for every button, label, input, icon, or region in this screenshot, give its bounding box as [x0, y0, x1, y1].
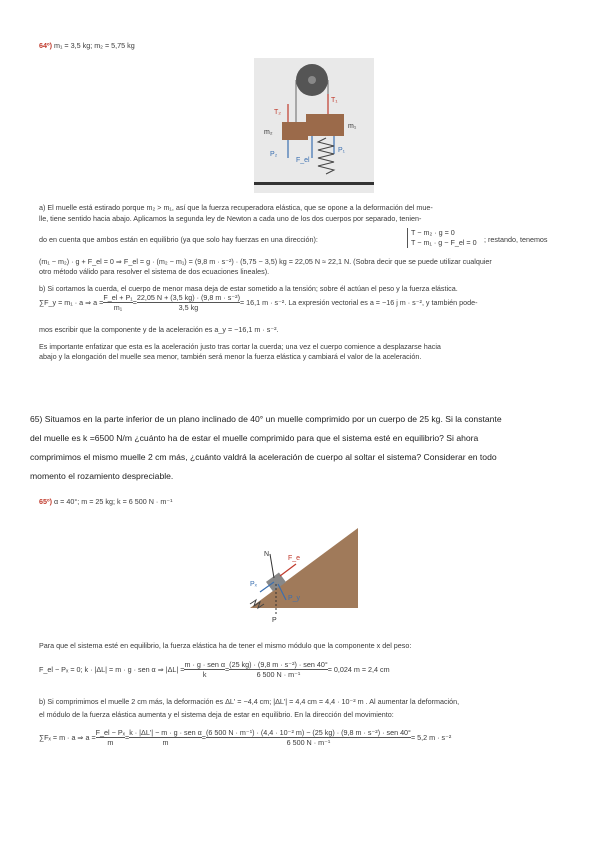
p64-system-eq2: T − m₁ · g − F_el = 0 [411, 238, 477, 247]
p65-eq-b-frac3-den: 6 500 N · m⁻¹ [206, 737, 411, 747]
p65-eq-b-frac1-num: F_el − Pₓ [95, 728, 125, 737]
p64-b-eq-lhs: ∑F_y = m₁ · a ⇒ a = [39, 298, 104, 307]
p64-b-frac1 [103, 293, 132, 312]
problem65-data: α = 40°; m = 25 kg; k = 6 500 N · m⁻¹ [54, 497, 173, 506]
p65-line-b2: el módulo de la fuerza elástica aumenta y el sistema deja de estar en equilibrio. En la dirección del movimiento: [39, 710, 394, 719]
p64-system-eq1: T − m₂ · g = 0 [411, 228, 455, 237]
p64-b-frac2-den: 3,5 kg [137, 302, 240, 312]
arrow-N [270, 554, 274, 578]
p64-system [407, 228, 477, 248]
label-N: N [264, 551, 270, 558]
p65-line-a: Para que el sistema esté en equilibrio, la fuerza elástica ha de tener el mismo módulo que la componente x del peso: [39, 641, 412, 650]
p64-b-frac1-den: m₁ [103, 302, 132, 312]
p65-eq-b-end: = 5,2 m · s⁻² [410, 733, 452, 742]
block-m2 [282, 122, 308, 140]
p64-a-line2: lle, tiene sentido hacia abajo. Aplicamos la segunda ley de Newton a cada uno de los dos cuerpos por separado, tenien- [39, 214, 422, 223]
p64-a-line4: (m₁ − m₂) · g + F_el = 0 ⇒ F_el = g · (m₂ − m₁) = (9,8 m · s⁻²) · (5,75 − 3,5) kg = 22,05 N ≈ 22,1 N. (Sobra decir que se puede utilizar cualquier [39, 257, 492, 266]
p64-a-line3: do en cuenta que ambos están en equilibrio (ya que solo hay fuerzas en una dirección): [39, 235, 318, 244]
p65-eq-a-frac1-den: k [184, 669, 225, 679]
floor [254, 182, 374, 185]
p64-b-eq-end: = 16,1 m · s⁻². La expresión vectorial es a = −16 j m · s⁻², y también pode- [239, 298, 478, 307]
p65-statement-line1: 65) Situamos en la parte inferior de un plano inclinado de 40° un muelle comprimido por un cuerpo de 25 kg. Si la constante [30, 414, 502, 424]
p65-eq-a-frac2-den: 6 500 N · m⁻¹ [229, 669, 328, 679]
problem65-number: 65º) [39, 497, 53, 506]
block-m1 [306, 114, 344, 136]
p64-b-frac2-num: 22,05 N + (3,5 kg) · (9,8 m · s⁻²) [136, 293, 240, 302]
p64-a-line1: a) El muelle está estirado porque m₂ > m₁, así que la fuerza recuperadora elástica, que se opone a la deformación del mue- [39, 203, 433, 212]
p65-statement-line2: del muelle es k =6500 N/m ¿cuánto ha de estar el muelle comprimido para que el sistema esté en equilibrio? Si ahora [30, 433, 479, 443]
p65-eq-b-eq1: = [124, 733, 130, 742]
p65-eq-b-frac2-den: m [129, 737, 202, 747]
problem65-header [39, 497, 173, 507]
p65-eq-b-left: ∑Fₓ = m · a ⇒ a = [39, 733, 96, 742]
pulley-axle [308, 76, 316, 84]
inclined-plane [250, 528, 358, 608]
p65-eq-b-eq2: = [201, 733, 206, 742]
p65-eq-a-end: = 0,024 m = 2,4 cm [327, 665, 390, 674]
label-Py: P_y [288, 595, 301, 602]
p65-eq-b-frac1-den: m [96, 737, 125, 747]
p65-eq-a-frac2-num: (25 kg) · (9,8 m · s⁻²) · sen 40° [229, 660, 328, 669]
p65-statement-line4: momento el rozamiento despreciable. [30, 471, 174, 481]
problem64-header [39, 41, 135, 51]
p64-b-line3: mos escribir que la componente y de la aceleración es a_y = −16,1 m · s⁻². [39, 325, 279, 334]
p64-b-line1: b) Si cortamos la cuerda, el cuerpo de menor masa deja de estar sometido a la tensión; sobre él actúan el peso y la fuerza elástica. [39, 284, 458, 293]
label-Fel: F_el [296, 157, 310, 164]
p65-eq-a-frac1-num: m · g · sen α [184, 660, 225, 669]
p64-a-line3-end: ; restando, tenemos [484, 235, 548, 244]
label-m1: m₁ [348, 123, 357, 130]
p64-note-line2: abajo y la elongación del muelle sea menor, también será menor la fuerza elástica y cambiará el valor de la aceleración. [39, 352, 422, 361]
p64-b-eq-mid: = [132, 298, 137, 307]
p65-eq-b [39, 728, 451, 747]
p65-eq-a-frac1 [184, 660, 225, 679]
p65-eq-a [39, 660, 390, 679]
p65-eq-b-frac1 [96, 728, 125, 747]
p65-eq-b-frac2-num: k · |ΔL'| − m · g · sen α [129, 728, 202, 737]
arrow-Fe [280, 564, 296, 576]
p64-a-line5: otro método válido para resolver el sistema de dos ecuaciones lineales). [39, 267, 270, 276]
label-Fe: F_e [288, 555, 301, 562]
spring [318, 138, 334, 174]
p65-eq-a-left: F_el − Pₓ = 0; k · |ΔL| = m · g · sen α ⇒ |ΔL| = [39, 665, 185, 674]
label-P2: P₂ [270, 151, 278, 158]
p65-eq-b-frac3 [206, 728, 411, 747]
p65-line-b1: b) Si comprimimos el muelle 2 cm más, la deformación es ΔL' = −4,4 cm; |ΔL'| = 4,4 cm = 4,4 · 10⁻² m . Al aumentar la deformación, [39, 697, 460, 706]
incline-figure [230, 520, 360, 625]
p65-eq-a-mid: = [224, 665, 230, 674]
label-m2: m₂ [264, 129, 273, 136]
label-P: P [272, 617, 277, 624]
p64-b-equation [39, 293, 477, 312]
incline-diagram [230, 520, 360, 625]
label-T2: T₂ [274, 109, 281, 116]
problem65-statement [30, 410, 580, 486]
p65-eq-b-frac3-num: (6 500 N · m⁻¹) · (4,4 · 10⁻² m) − (25 kg) · (9,8 m · s⁻²) · sen 40° [205, 728, 411, 737]
p65-statement-line3: comprimimos el mismo muelle 2 cm más, ¿cuánto valdrá la aceleración de cuerpo al soltar el sistema? Considerar en todo [30, 452, 497, 462]
p64-note-line1: Es importante enfatizar que esta es la aceleración justo tras cortar la cuerda; una vez el cuerpo comience a desplazarse hacia [39, 342, 441, 351]
p65-eq-b-frac2 [129, 728, 202, 747]
pulley-figure [254, 58, 374, 193]
p64-b-frac2 [137, 293, 240, 312]
label-T1: T₁ [331, 97, 338, 104]
label-Px: Pₓ [250, 581, 257, 588]
problem64-number: 64º) [39, 41, 53, 50]
problem64-data: m₁ = 3,5 kg; m₂ = 5,75 kg [54, 41, 135, 50]
pulley-diagram [254, 58, 374, 193]
p64-b-frac1-num: F_el + P₁ [103, 293, 133, 302]
label-P1: P₁ [338, 147, 346, 154]
p65-eq-a-frac2 [229, 660, 328, 679]
